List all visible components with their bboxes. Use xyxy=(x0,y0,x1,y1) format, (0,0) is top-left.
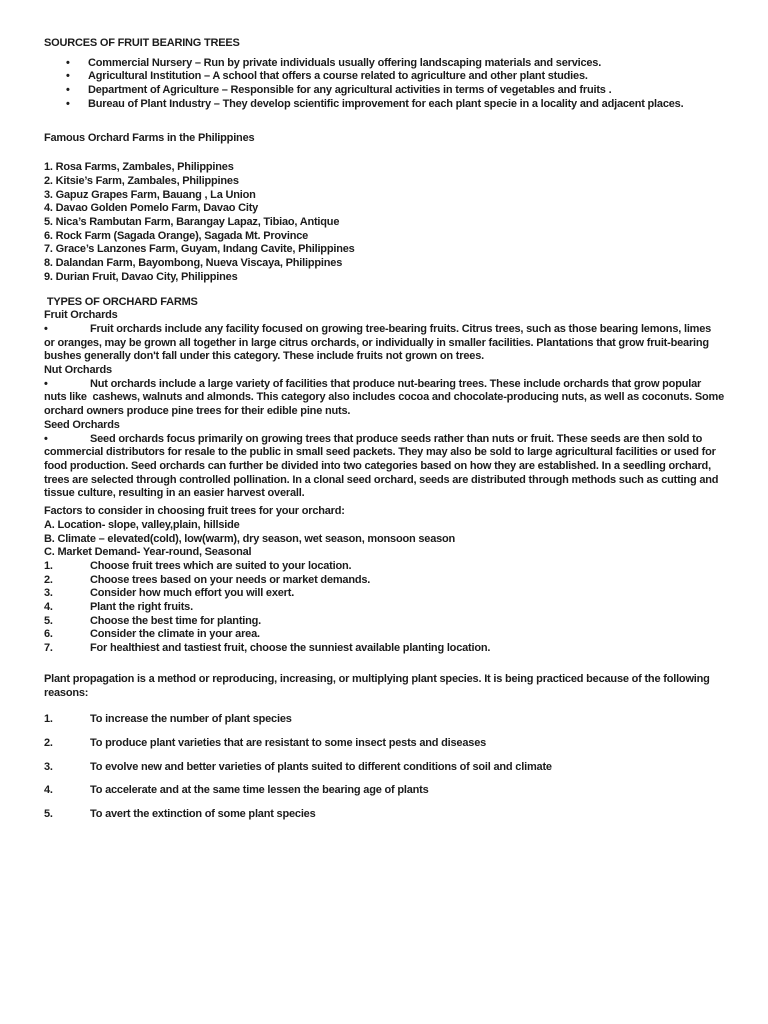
famous-farms-list xyxy=(44,161,724,284)
orchard-type-section xyxy=(44,364,727,419)
famous-farms-heading: Famous Orchard Farms in the Philippines xyxy=(44,131,255,144)
step-text: Consider how much effort you will exert. xyxy=(90,587,295,600)
reason-text: To evolve new and better varieties of plants suited to different conditions of soil and climate xyxy=(90,760,552,773)
farm-list-item: 4. Davao Golden Pomelo Farm, Davao City xyxy=(44,202,259,215)
reason-item xyxy=(44,784,724,798)
factors-heading: Factors to consider in choosing fruit trees for your orchard: xyxy=(44,505,345,518)
source-item xyxy=(44,57,724,71)
step-number: 6. xyxy=(44,628,53,641)
bullet-icon: • xyxy=(66,97,70,110)
reason-number: 3. xyxy=(44,760,53,773)
reason-item xyxy=(44,713,724,727)
orchard-type-paragraph xyxy=(44,433,724,502)
reason-number: 5. xyxy=(44,808,53,821)
farm-list-item: 9. Durian Fruit, Davao City, Philippines xyxy=(44,270,238,283)
step-text: Choose the best time for planting. xyxy=(90,614,262,627)
bullet-icon: • xyxy=(66,70,70,83)
orchard-type-subheading: Nut Orchards xyxy=(44,364,112,377)
step-item xyxy=(44,601,724,615)
step-text: Choose fruit trees which are suited to your location. xyxy=(90,559,352,572)
orchard-type-body: Nut orchards include a large variety of facilities that produce nut-bearing trees. These include orchards that grow popular nuts like cashews, walnuts and almonds. This category also includes cocoa and chocolate-producing nuts, as well as coconuts. Some orchard owners produce pine trees for their edible pine nuts. xyxy=(44,377,727,418)
reason-text: To accelerate and at the same time lessen the bearing age of plants xyxy=(90,784,429,797)
farm-list-item: 1. Rosa Farms, Zambales, Philippines xyxy=(44,161,234,174)
step-number: 1. xyxy=(44,559,53,572)
orchard-type-section xyxy=(44,419,724,501)
source-item-text: Department of Agriculture – Responsible for any agricultural activities in terms of vegetables and fruits . xyxy=(88,84,612,97)
bullet-icon: • xyxy=(44,377,48,390)
orchard-type-body: Seed orchards focus primarily on growing trees that produce seeds rather than nuts or fruit. These seeds are then sold to commercial distributors for resale to the public in small seed packets. They may also be sold to large agricultural facilities or used for food production. Seed orchards can further be divided into two categories based on how they are established. In a seedling orchard, trees are selected through controlled pollination. In a clonal seed orchard, seeds are distributed through methods such as cutting and tissue culture, resulting in an easier harvest overall. xyxy=(44,432,722,500)
doc-title: SOURCES OF FRUIT BEARING TREES xyxy=(44,37,240,49)
orchard-type-body: Fruit orchards include any facility focused on growing tree-bearing fruits. Citrus trees, such as those bearing lemons, limes or oranges, may be grown all together in large citrus orchards, or individually in smaller facilities. Plantations that grow fruit-bearing bushes generally don't fall under this category. These include fruits not grown on trees. xyxy=(44,322,714,363)
sources-list xyxy=(44,57,724,112)
criterion-item: A. Location- slope, valley,plain, hillside xyxy=(44,518,240,531)
step-text: Choose trees based on your needs or market demands. xyxy=(90,573,371,586)
step-number: 7. xyxy=(44,642,53,655)
step-text: Consider the climate in your area. xyxy=(90,628,260,641)
step-number: 3. xyxy=(44,587,53,600)
bullet-icon: • xyxy=(44,322,48,335)
step-number: 2. xyxy=(44,573,53,586)
step-number: 5. xyxy=(44,614,53,627)
source-item-text: Bureau of Plant Industry – They develop scientific improvement for each plant specie in a locality and adjacent places. xyxy=(88,97,684,110)
orchard-type-subheading: Seed Orchards xyxy=(44,418,120,431)
reason-item xyxy=(44,761,724,775)
reason-item xyxy=(44,808,724,822)
reason-number: 2. xyxy=(44,736,53,749)
step-text: Plant the right fruits. xyxy=(90,601,193,614)
reason-text: To increase the number of plant species xyxy=(90,713,292,726)
reason-text: To avert the extinction of some plant species xyxy=(90,808,316,821)
step-number: 4. xyxy=(44,601,53,614)
source-item xyxy=(44,84,724,98)
farm-list-item: 7. Grace’s Lanzones Farm, Guyam, Indang Cavite, Philippines xyxy=(44,243,355,256)
source-item-text: Commercial Nursery – Run by private individuals usually offering landscaping materials and services. xyxy=(88,56,602,69)
step-item xyxy=(44,574,724,588)
propagation-intro: Plant propagation is a method or reproducing, increasing, or multiplying plant species. It is being practiced because of the following reasons: xyxy=(44,672,713,699)
reason-number: 1. xyxy=(44,713,53,726)
orchard-type-paragraph xyxy=(44,323,724,364)
farm-list-item: 3. Gapuz Grapes Farm, Bauang , La Union xyxy=(44,188,256,201)
step-item xyxy=(44,587,724,601)
bullet-icon: • xyxy=(66,84,70,97)
step-item xyxy=(44,615,724,629)
factors-section xyxy=(44,505,724,656)
farm-list-item: 2. Kitsie’s Farm, Zambales, Philippines xyxy=(44,174,239,187)
step-text: For healthiest and tastiest fruit, choose the sunniest available planting location. xyxy=(90,642,491,655)
farm-list-item: 8. Dalandan Farm, Bayombong, Nueva Viscaya, Philippines xyxy=(44,257,343,270)
criterion-item: C. Market Demand- Year-round, Seasonal xyxy=(44,546,252,559)
bullet-icon: • xyxy=(66,56,70,69)
farm-list-item: 6. Rock Farm (Sagada Orange), Sagada Mt. Province xyxy=(44,229,309,242)
step-item xyxy=(44,642,724,656)
orchard-type-section xyxy=(44,309,724,364)
orchard-type-paragraph xyxy=(44,377,727,419)
source-item xyxy=(44,70,724,84)
criterion-item: B. Climate – elevated(cold), low(warm), dry season, wet season, monsoon season xyxy=(44,532,456,545)
orchard-type-subheading: Fruit Orchards xyxy=(44,309,118,322)
step-item xyxy=(44,628,724,642)
farm-list-item: 5. Nica’s Rambutan Farm, Barangay Lapaz, Tibiao, Antique xyxy=(44,216,340,229)
reason-item xyxy=(44,737,724,751)
propagation-reasons-list xyxy=(44,713,724,822)
types-of-orchard-farms-heading: TYPES OF ORCHARD FARMS xyxy=(44,295,198,308)
step-item xyxy=(44,560,724,574)
reason-text: To produce plant varieties that are resistant to some insect pests and diseases xyxy=(90,736,487,749)
source-item xyxy=(44,98,724,112)
bullet-icon: • xyxy=(44,432,48,445)
reason-number: 4. xyxy=(44,784,53,797)
source-item-text: Agricultural Institution – A school that offers a course related to agriculture and other plant studies. xyxy=(88,70,588,83)
